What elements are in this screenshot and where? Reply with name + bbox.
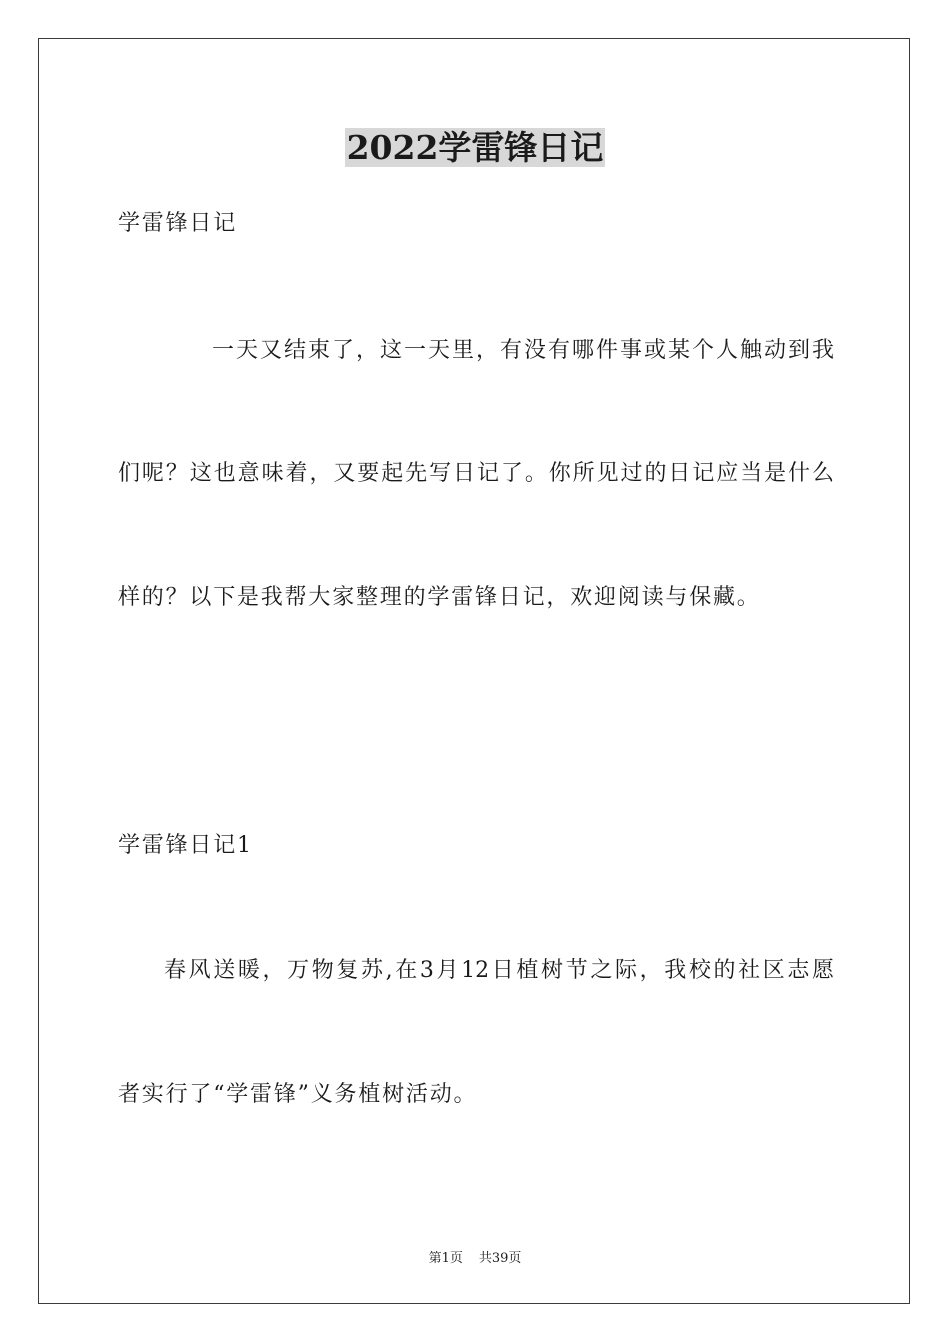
page-footer (0, 1247, 950, 1266)
intro-line-3: 样的？以下是我帮大家整理的学雷锋日记，欢迎阅读与保藏。 (118, 585, 761, 610)
section-heading: 学雷锋日记1 (118, 833, 253, 858)
intro-line-1: 一天又结束了，这一天里，有没有哪件事或某个人触动到我 (212, 338, 834, 363)
document-title-text: 2022学雷锋日记 (346, 128, 604, 167)
page-number-current: 第1页 (428, 1251, 463, 1266)
document-title (0, 124, 950, 172)
intro-line-2: 们呢？这也意味着，又要起先写日记了。你所见过的日记应当是什么 (118, 461, 834, 486)
section-line-1: 春风送暖，万物复苏,在3月12日植树节之际，我校的社区志愿 (164, 958, 834, 983)
section-line-2: 者实行了“学雷锋”义务植树活动。 (118, 1082, 478, 1107)
page-number-total: 共39页 (478, 1251, 522, 1266)
subtitle: 学雷锋日记 (118, 211, 238, 236)
